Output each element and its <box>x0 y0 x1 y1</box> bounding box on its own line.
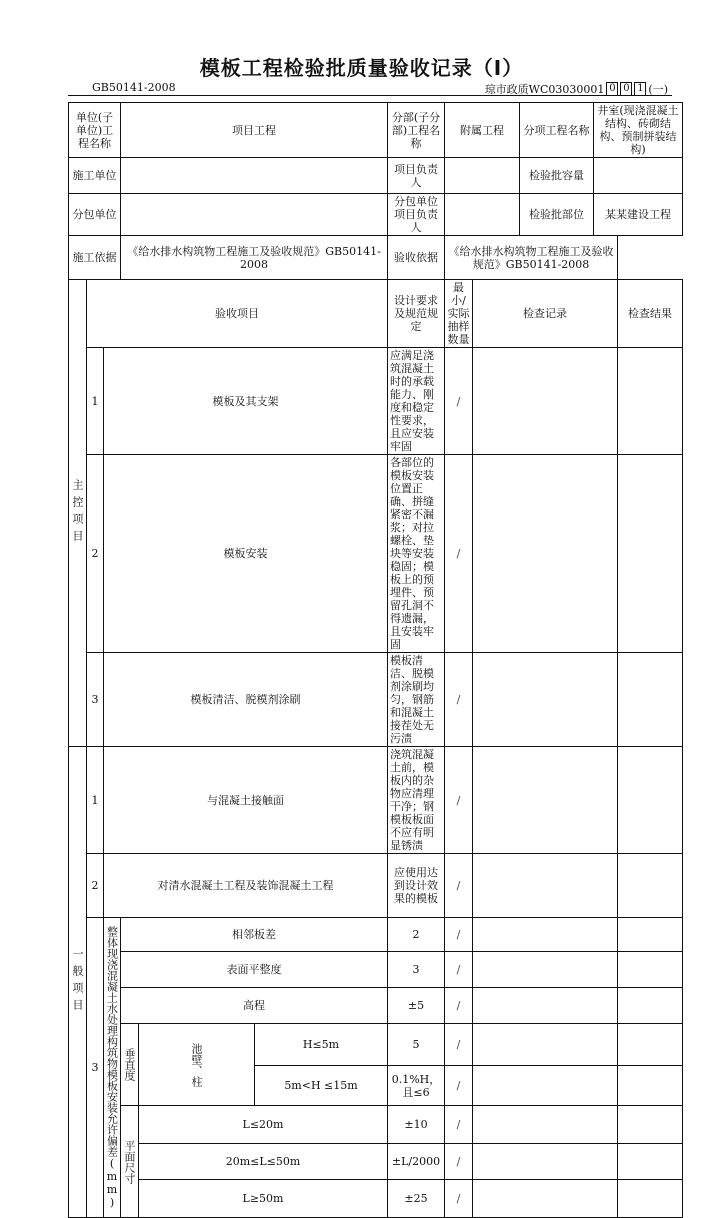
sub-unit-value[interactable] <box>121 194 388 236</box>
tolerance-req: 5 <box>388 1024 445 1066</box>
tolerance-sample[interactable]: / <box>445 1106 473 1144</box>
main-item-sample[interactable]: / <box>445 455 473 653</box>
main-item-result[interactable] <box>618 455 683 653</box>
col-result: 检查结果 <box>618 280 683 348</box>
builder-value[interactable] <box>121 158 388 194</box>
general-item-name: 与混凝土接触面 <box>104 747 388 854</box>
tolerance-record[interactable] <box>473 1144 618 1180</box>
main-item-no: 3 <box>87 653 104 747</box>
main-item-name: 模板及其支架 <box>104 348 388 455</box>
col-sample: 最小/实际抽样数量 <box>445 280 473 348</box>
vertical-label: 垂直度 <box>121 1024 139 1106</box>
tolerance-result[interactable] <box>618 988 683 1024</box>
inspection-table <box>68 102 683 1218</box>
tolerance-name: L≥50m <box>139 1180 388 1218</box>
tolerance-name: H≤5m <box>255 1024 388 1066</box>
tolerance-record[interactable] <box>473 1024 618 1066</box>
main-item-record[interactable] <box>473 348 618 455</box>
main-item-name: 模板清洁、脱模剂涂刷 <box>104 653 388 747</box>
tolerance-req: 0.1%H，且≤6 <box>388 1066 445 1106</box>
sub-manager-label: 分包单位项目负责人 <box>388 194 445 236</box>
manager-value[interactable] <box>445 158 520 194</box>
tolerance-sample[interactable]: / <box>445 1144 473 1180</box>
col-record: 检查记录 <box>473 280 618 348</box>
main-item-result[interactable] <box>618 348 683 455</box>
main-item-record[interactable] <box>473 653 618 747</box>
tolerance-sample[interactable]: / <box>445 918 473 952</box>
main-item-req: 模板清洁、脱模剂涂刷均匀，钢筋和混凝土接茬处无污渍 <box>388 653 445 747</box>
tolerance-sample[interactable]: / <box>445 952 473 988</box>
part-name-label: 分部(子分部)工程名称 <box>388 103 445 158</box>
tolerance-record[interactable] <box>473 1106 618 1144</box>
main-item-sample[interactable]: / <box>445 348 473 455</box>
tolerance-req: ±25 <box>388 1180 445 1218</box>
main-item-req: 各部位的模板安装位置正确、拼缝紧密不漏浆；对拉螺栓、垫块等安装稳固；模板上的预埋件、预留孔洞不得遗漏，且安装牢固 <box>388 455 445 653</box>
unit-name-value[interactable]: 项目工程 <box>121 103 388 158</box>
general-item-no: 1 <box>87 747 104 854</box>
tolerance-result[interactable] <box>618 1024 683 1066</box>
general-item-result[interactable] <box>618 854 683 918</box>
main-item-req: 应满足浇筑混凝土时的承载能力、刚度和稳定性要求，且应安装牢固 <box>388 348 445 455</box>
tolerance-req: ±L/2000 <box>388 1144 445 1180</box>
tolerance-record[interactable] <box>473 918 618 952</box>
tolerance-record[interactable] <box>473 1180 618 1218</box>
item-name-label: 分项工程名称 <box>520 103 594 158</box>
location-value[interactable]: 某某建设工程 <box>594 194 683 236</box>
accept-label: 验收依据 <box>388 236 445 280</box>
tolerance-result[interactable] <box>618 1106 683 1144</box>
general-label: 一般项目 <box>69 747 87 1218</box>
tolerance-req: 3 <box>388 952 445 988</box>
main-item-no: 2 <box>87 455 104 653</box>
tolerance-sample[interactable]: / <box>445 988 473 1024</box>
tolerance-record[interactable] <box>473 1066 618 1106</box>
main-control-label: 主控项目 <box>69 280 87 747</box>
plane-label: 平面尺寸 <box>121 1106 139 1218</box>
item-name-value[interactable]: 井室(现浇混凝土结构、砖砌结构、预制拼装结构) <box>594 103 683 158</box>
record-code-suffix: (一) <box>648 83 668 96</box>
tolerance-name: L≤20m <box>139 1106 388 1144</box>
sub-manager-value[interactable] <box>445 194 520 236</box>
vertical-sublabel: 池壁、柱 <box>139 1024 255 1106</box>
accept-value[interactable]: 《给水排水构筑物工程施工及验收规范》GB50141-2008 <box>445 236 618 280</box>
tolerance-sample[interactable]: / <box>445 1066 473 1106</box>
tolerance-result[interactable] <box>618 952 683 988</box>
general-item-sample[interactable]: / <box>445 747 473 854</box>
main-item-no: 1 <box>87 348 104 455</box>
tolerance-result[interactable] <box>618 918 683 952</box>
tolerance-name: 20m≤L≤50m <box>139 1144 388 1180</box>
record-code-prefix: 琼市政质WC03030001 <box>484 83 605 96</box>
col-design: 设计要求及规范规定 <box>388 280 445 348</box>
main-item-name: 模板安装 <box>104 455 388 653</box>
location-label: 检验批部位 <box>520 194 594 236</box>
general-item-req: 应使用达到设计效果的模板 <box>388 854 445 918</box>
manager-label: 项目负责人 <box>388 158 445 194</box>
tolerance-sample[interactable]: / <box>445 1024 473 1066</box>
tolerance-name: 高程 <box>121 988 388 1024</box>
sub-unit-label: 分包单位 <box>69 194 121 236</box>
general-item-req: 浇筑混凝土前，模板内的杂物应清理干净；钢模板板面不应有明显锈渍 <box>388 747 445 854</box>
tolerance-name: 表面平整度 <box>121 952 388 988</box>
builder-label: 施工单位 <box>69 158 121 194</box>
tolerance-result[interactable] <box>618 1180 683 1218</box>
basis-label: 施工依据 <box>69 236 121 280</box>
code-digit-1[interactable]: 0 <box>606 82 618 96</box>
group-no: 3 <box>87 918 104 1218</box>
part-name-value[interactable]: 附属工程 <box>445 103 520 158</box>
group-label: 整体现浇混凝土水处理构筑物模板安装允许偏差(mm) <box>104 918 121 1218</box>
general-item-result[interactable] <box>618 747 683 854</box>
col-item: 验收项目 <box>87 280 388 348</box>
page-title: 模板工程检验批质量验收记录（Ⅰ） <box>199 56 524 80</box>
tolerance-result[interactable] <box>618 1066 683 1106</box>
tolerance-record[interactable] <box>473 952 618 988</box>
main-item-result[interactable] <box>618 653 683 747</box>
tolerance-record[interactable] <box>473 988 618 1024</box>
capacity-value[interactable] <box>594 158 683 194</box>
code-digit-3[interactable]: 1 <box>634 82 646 96</box>
tolerance-req: 2 <box>388 918 445 952</box>
unit-name-label: 单位(子单位)工程名称 <box>69 103 121 158</box>
capacity-label: 检验批容量 <box>520 158 594 194</box>
general-item-sample[interactable]: / <box>445 854 473 918</box>
tolerance-name: 5m<H ≤15m <box>255 1066 388 1106</box>
general-item-name: 对清水混凝土工程及装饰混凝土工程 <box>104 854 388 918</box>
main-item-record[interactable] <box>473 455 618 653</box>
general-item-record[interactable] <box>473 854 618 918</box>
tolerance-sample[interactable]: / <box>445 1180 473 1218</box>
tolerance-req: ±10 <box>388 1106 445 1144</box>
standard-code: GB50141-2008 <box>92 81 176 94</box>
general-item-record[interactable] <box>473 747 618 854</box>
general-item-no: 2 <box>87 854 104 918</box>
header-rule <box>68 95 672 96</box>
main-item-sample[interactable]: / <box>445 653 473 747</box>
tolerance-name: 相邻板差 <box>121 918 388 952</box>
basis-value[interactable]: 《给水排水构筑物工程施工及验收规范》GB50141-2008 <box>121 236 388 280</box>
tolerance-req: ±5 <box>388 988 445 1024</box>
tolerance-result[interactable] <box>618 1144 683 1180</box>
code-digit-2[interactable]: 0 <box>620 82 632 96</box>
